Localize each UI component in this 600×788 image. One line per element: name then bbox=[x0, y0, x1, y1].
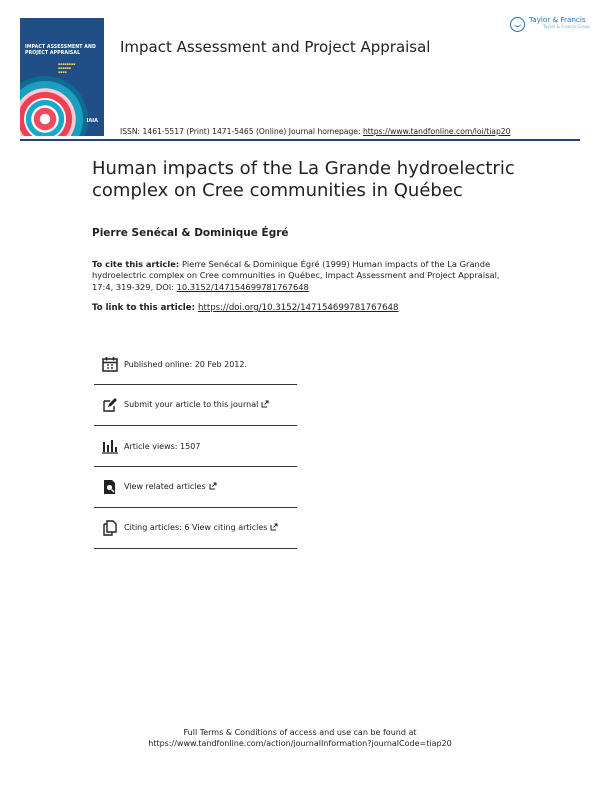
citation-block bbox=[92, 259, 512, 293]
publisher-name: Taylor & Francis bbox=[529, 15, 586, 24]
calendar-icon bbox=[100, 354, 120, 374]
header-divider bbox=[20, 139, 580, 141]
article-title: Human impacts of the La Grande hydroelectric complex on Cree communities in Québec bbox=[92, 158, 515, 201]
publisher-logo-icon bbox=[510, 17, 525, 32]
pencil-icon bbox=[100, 395, 120, 415]
published-date: Published online: 20 Feb 2012. bbox=[124, 359, 248, 369]
citing-articles-link[interactable] bbox=[124, 523, 278, 533]
related-label: View related articles bbox=[124, 482, 206, 491]
article-views: Article views: 1507 bbox=[124, 441, 201, 451]
citing-row[interactable] bbox=[94, 508, 297, 549]
external-link-icon bbox=[261, 400, 269, 410]
view-related-link[interactable] bbox=[124, 482, 217, 492]
citation-doi-link[interactable]: 10.3152/147154699781767648 bbox=[176, 281, 309, 292]
bar-chart-icon bbox=[100, 436, 120, 456]
article-authors: Pierre Senécal & Dominique Égré bbox=[92, 227, 289, 239]
publisher-tagline: Taylor & Francis Group bbox=[543, 24, 591, 29]
related-row[interactable] bbox=[94, 467, 297, 508]
footer-line-1: Full Terms & Conditions of access and use can be found at bbox=[183, 728, 417, 737]
link-label: To link to this article: bbox=[92, 303, 199, 313]
external-link-icon bbox=[270, 523, 278, 533]
article-link-line bbox=[92, 303, 399, 313]
article-info-panel bbox=[94, 344, 297, 549]
published-row bbox=[94, 344, 297, 385]
cover-title: IMPACT ASSESSMENT AND PROJECT APPRAISAL bbox=[25, 44, 96, 56]
copy-documents-icon bbox=[100, 518, 120, 538]
citing-label: Citing articles: 6 View citing articles bbox=[124, 523, 268, 532]
issn-text: ISSN: 1461-5517 (Print) 1471-5465 (Online) Journal homepage: bbox=[120, 127, 363, 136]
journal-homepage-link[interactable]: https://www.tandfonline.com/loi/tiap20 bbox=[362, 127, 511, 136]
submit-row[interactable] bbox=[94, 385, 297, 426]
external-link-icon bbox=[209, 482, 217, 492]
cover-logo: IAIA bbox=[86, 118, 98, 124]
publisher-logo[interactable] bbox=[510, 16, 590, 32]
cover-ring-graphic bbox=[20, 76, 88, 136]
cover-decoration: ▪▪▪▪▪▪▪▪ ▪▪▪▪▪▪ ▪▪▪▪ bbox=[58, 62, 76, 74]
article-doi-link[interactable]: https://doi.org/10.3152/147154699781767648 bbox=[198, 303, 399, 313]
document-search-icon bbox=[100, 477, 120, 497]
views-row bbox=[94, 426, 297, 467]
submit-label: Submit your article to this journal bbox=[124, 400, 259, 409]
citation-text: Pierre Senécal & Dominique Égré (1999) Human impacts of the La Grande hydroelectric complex on Cree communities in Québec, Impact Assessment and Project Appraisal, 17:4, 319-329, DOI: bbox=[92, 259, 500, 292]
citation-label: To cite this article: bbox=[92, 259, 183, 269]
footer-terms-link[interactable]: https://www.tandfonline.com/action/journalInformation?journalCode=tiap20 bbox=[148, 739, 452, 748]
journal-title: Impact Assessment and Project Appraisal bbox=[120, 38, 431, 56]
cover-top-strip bbox=[24, 21, 100, 25]
submit-article-link[interactable] bbox=[124, 400, 269, 410]
journal-cover bbox=[20, 18, 104, 136]
issn-line bbox=[120, 127, 510, 136]
terms-footer bbox=[0, 727, 600, 749]
